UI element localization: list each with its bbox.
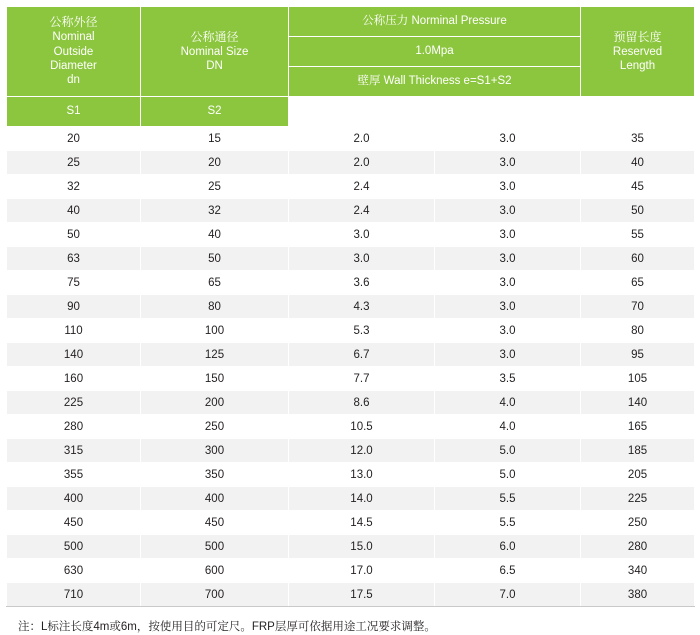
column-header-reserved-length [581, 7, 695, 97]
cell-reserved-length: 55 [581, 223, 695, 247]
header-line-en-1: Reserved [612, 45, 663, 58]
cell-s2: 3.0 [435, 247, 581, 271]
cell-nominal-size: 20 [141, 151, 289, 175]
cell-nominal-outside-diameter: 140 [7, 343, 141, 367]
cell-nominal-size: 32 [141, 199, 289, 223]
table-row [7, 199, 695, 223]
table-row [7, 223, 695, 247]
cell-nominal-size: 700 [141, 583, 289, 607]
cell-nominal-size: 200 [141, 391, 289, 415]
cell-nominal-size: 300 [141, 439, 289, 463]
cell-s2: 3.0 [435, 343, 581, 367]
cell-s1: 14.0 [289, 487, 435, 511]
cell-s1: 17.5 [289, 583, 435, 607]
cell-reserved-length: 185 [581, 439, 695, 463]
cell-nominal-size: 150 [141, 367, 289, 391]
cell-reserved-length: 50 [581, 199, 695, 223]
cell-reserved-length: 95 [581, 343, 695, 367]
cell-nominal-size: 125 [141, 343, 289, 367]
header-line-en-3: Diameter [50, 60, 97, 72]
table-row [7, 559, 695, 583]
cell-s1: 3.0 [289, 223, 435, 247]
header-line-cn: 公称通径 [190, 29, 239, 44]
cell-nominal-size: 350 [141, 463, 289, 487]
cell-nominal-outside-diameter: 40 [7, 199, 141, 223]
header-line-en-4: dn [67, 74, 80, 87]
cell-nominal-outside-diameter: 63 [7, 247, 141, 271]
table-row [7, 463, 695, 487]
cell-nominal-size: 25 [141, 175, 289, 199]
table-row [7, 175, 695, 199]
cell-nominal-size: 450 [141, 511, 289, 535]
cell-nominal-size: 250 [141, 415, 289, 439]
cell-reserved-length: 225 [581, 487, 695, 511]
cell-reserved-length: 40 [581, 151, 695, 175]
cell-reserved-length: 70 [581, 295, 695, 319]
cell-reserved-length: 35 [581, 127, 695, 151]
cell-s2: 3.5 [435, 367, 581, 391]
cell-s1: 3.6 [289, 271, 435, 295]
cell-s1: 15.0 [289, 535, 435, 559]
table-header [7, 7, 695, 127]
cell-reserved-length: 250 [581, 511, 695, 535]
cell-s1: 4.3 [289, 295, 435, 319]
cell-reserved-length: 45 [581, 175, 695, 199]
cell-nominal-outside-diameter: 50 [7, 223, 141, 247]
cell-nominal-outside-diameter: 400 [7, 487, 141, 511]
cell-s2: 3.0 [435, 175, 581, 199]
cell-reserved-length: 340 [581, 559, 695, 583]
table-row [7, 247, 695, 271]
cell-s1: 13.0 [289, 463, 435, 487]
cell-reserved-length: 165 [581, 415, 695, 439]
table-note: 注：L标注长度4m或6m，按使用目的可定尺。FRP层厚可依据用途工况要求调整。 [18, 621, 436, 633]
cell-s2: 4.0 [435, 391, 581, 415]
cell-s1: 14.5 [289, 511, 435, 535]
cell-s2: 6.5 [435, 559, 581, 583]
table-row [7, 127, 695, 151]
cell-s2: 5.0 [435, 439, 581, 463]
cell-nominal-size: 15 [141, 127, 289, 151]
cell-s2: 3.0 [435, 319, 581, 343]
cell-reserved-length: 205 [581, 463, 695, 487]
cell-nominal-outside-diameter: 25 [7, 151, 141, 175]
pipe-specification-table [6, 6, 695, 607]
cell-reserved-length: 80 [581, 319, 695, 343]
header-line-en-2: Outside [53, 45, 94, 58]
table-row [7, 343, 695, 367]
table-row [7, 295, 695, 319]
cell-nominal-outside-diameter: 32 [7, 175, 141, 199]
cell-nominal-outside-diameter: 710 [7, 583, 141, 607]
header-line-en-1: Nominal [52, 31, 95, 44]
column-header-nominal-pressure: 公称压力 Norminal Pressure [289, 7, 581, 37]
cell-s2: 4.0 [435, 415, 581, 439]
column-header-s2: S2 [141, 97, 289, 127]
table-row [7, 151, 695, 175]
cell-s1: 2.0 [289, 151, 435, 175]
cell-nominal-outside-diameter: 280 [7, 415, 141, 439]
cell-nominal-outside-diameter: 630 [7, 559, 141, 583]
cell-nominal-outside-diameter: 500 [7, 535, 141, 559]
cell-nominal-size: 400 [141, 487, 289, 511]
cell-s1: 17.0 [289, 559, 435, 583]
cell-nominal-size: 500 [141, 535, 289, 559]
column-header-nominal-size [141, 7, 289, 97]
cell-reserved-length: 65 [581, 271, 695, 295]
cell-s2: 7.0 [435, 583, 581, 607]
cell-s2: 3.0 [435, 223, 581, 247]
cell-nominal-outside-diameter: 450 [7, 511, 141, 535]
cell-s1: 6.7 [289, 343, 435, 367]
cell-s2: 6.0 [435, 535, 581, 559]
cell-s1: 12.0 [289, 439, 435, 463]
column-header-s1: S1 [7, 97, 141, 127]
cell-s1: 2.4 [289, 175, 435, 199]
table-row [7, 271, 695, 295]
column-header-wall-thickness: 壁厚 Wall Thickness e=S1+S2 [289, 67, 581, 97]
cell-nominal-outside-diameter: 90 [7, 295, 141, 319]
cell-s1: 2.4 [289, 199, 435, 223]
cell-s2: 3.0 [435, 199, 581, 223]
table-row [7, 535, 695, 559]
cell-s2: 5.5 [435, 487, 581, 511]
cell-nominal-outside-diameter: 110 [7, 319, 141, 343]
table-row [7, 583, 695, 607]
cell-s1: 3.0 [289, 247, 435, 271]
table-body [7, 127, 695, 607]
cell-s1: 10.5 [289, 415, 435, 439]
cell-s1: 8.6 [289, 391, 435, 415]
cell-reserved-length: 105 [581, 367, 695, 391]
cell-nominal-outside-diameter: 75 [7, 271, 141, 295]
cell-nominal-size: 50 [141, 247, 289, 271]
header-line-cn: 公称外径 [49, 15, 98, 30]
table-row [7, 487, 695, 511]
cell-s1: 5.3 [289, 319, 435, 343]
cell-s1: 2.0 [289, 127, 435, 151]
cell-nominal-size: 80 [141, 295, 289, 319]
cell-s2: 3.0 [435, 151, 581, 175]
header-line-en-2: Length [619, 60, 656, 72]
cell-s2: 5.0 [435, 463, 581, 487]
cell-s1: 7.7 [289, 367, 435, 391]
table-row [7, 319, 695, 343]
cell-reserved-length: 380 [581, 583, 695, 607]
cell-nominal-outside-diameter: 20 [7, 127, 141, 151]
table-row [7, 439, 695, 463]
cell-nominal-outside-diameter: 315 [7, 439, 141, 463]
table-row [7, 415, 695, 439]
cell-s2: 3.0 [435, 271, 581, 295]
cell-nominal-outside-diameter: 160 [7, 367, 141, 391]
column-header-pressure-value: 1.0Mpa [289, 37, 581, 67]
cell-reserved-length: 60 [581, 247, 695, 271]
cell-nominal-size: 65 [141, 271, 289, 295]
cell-s2: 3.0 [435, 295, 581, 319]
table-row [7, 511, 695, 535]
cell-nominal-size: 600 [141, 559, 289, 583]
cell-s2: 5.5 [435, 511, 581, 535]
cell-nominal-size: 40 [141, 223, 289, 247]
table-row [7, 367, 695, 391]
table-row [7, 391, 695, 415]
cell-nominal-size: 100 [141, 319, 289, 343]
header-line-cn: 预留长度 [613, 29, 662, 44]
cell-nominal-outside-diameter: 225 [7, 391, 141, 415]
cell-reserved-length: 280 [581, 535, 695, 559]
header-line-en-1: Nominal Size [180, 45, 249, 58]
header-line-en-2: DN [206, 60, 223, 72]
cell-reserved-length: 140 [581, 391, 695, 415]
column-header-nominal-outside-diameter [7, 7, 141, 97]
cell-s2: 3.0 [435, 127, 581, 151]
cell-nominal-outside-diameter: 355 [7, 463, 141, 487]
